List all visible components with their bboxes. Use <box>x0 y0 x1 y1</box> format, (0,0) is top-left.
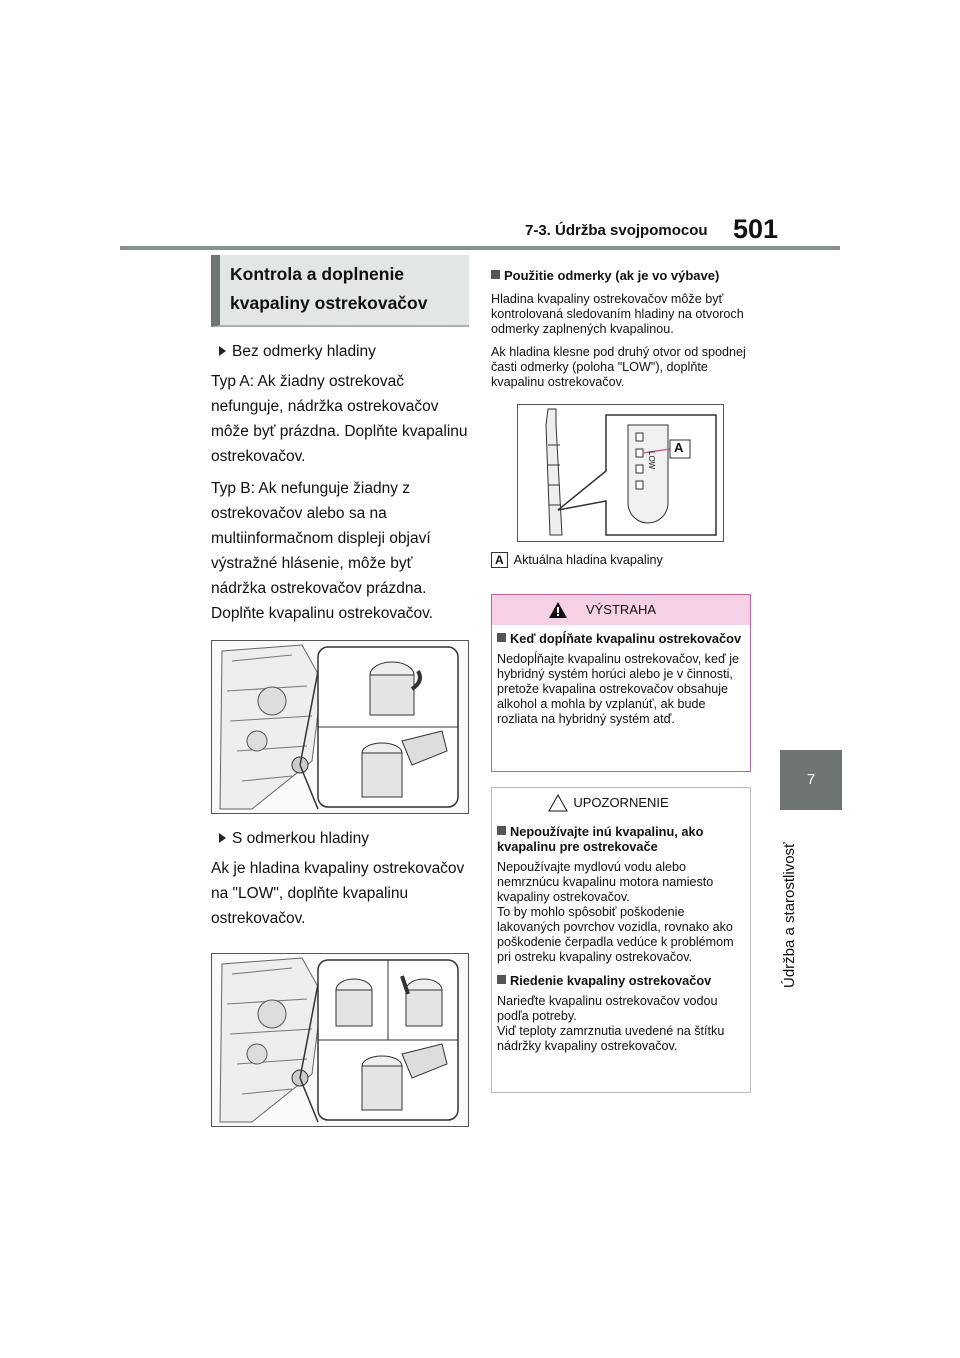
page-number: 501 <box>733 214 779 244</box>
engine-bay-illustration-1 <box>211 640 469 814</box>
notice-body <box>492 818 750 1054</box>
bullet-text: Bez odmerky hladiny <box>232 343 376 360</box>
dipstick-paragraph-2: Ak hladina klesne pod druhý otvor od spodnej časti odmerky (poloha "LOW"), doplňte kvapalinu ostrekovačov. <box>491 345 746 389</box>
section-heading: Kontrola a doplnenie kvapaliny ostrekovačov <box>211 255 469 327</box>
square-bullet-icon <box>497 975 506 984</box>
warning-heading <box>497 631 745 646</box>
paragraph-type-b: Typ B: Ak nefunguje žiadny z ostrekovačov alebo sa na multiinformačnom displeji objaví výstražné hlásenie, môže byť nádržka ostrekovačov prázdna. Doplňte kvapalinu ostrekovačov. <box>211 480 434 622</box>
square-bullet-icon <box>491 270 500 279</box>
subheading-text: Použitie odmerky (ak je vo výbave) <box>504 268 720 283</box>
notice-heading-1 <box>497 824 745 854</box>
dipstick-illustration <box>517 404 724 542</box>
caution-triangle-icon <box>548 794 568 812</box>
triangle-bullet-icon <box>219 833 226 843</box>
warning-body <box>492 625 750 727</box>
notice-header <box>492 788 750 818</box>
engine-bay-illustration-2 <box>211 953 469 1127</box>
notice-title: UPOZORNENIE <box>573 795 669 810</box>
dipstick-paragraph-1: Hladina kvapaliny ostrekovačov môže byť kontrolovaná sledovaním hladiny na otvoroch odmerky zaplnených kvapalinou. <box>491 292 744 336</box>
bullet-no-dipstick <box>219 343 469 361</box>
dipstick-subheading <box>491 268 751 283</box>
triangle-bullet-icon <box>219 346 226 356</box>
figure-caption <box>491 552 663 568</box>
paragraph-type-a: Typ A: Ak žiadny ostrekovač nefunguje, nádržka ostrekovačov môže byť prázdna. Doplňte kvapalinu ostrekovačov. <box>211 373 468 465</box>
left-column <box>211 255 469 1127</box>
notice-heading-1-text: Nepoužívajte inú kvapalinu, ako kvapalinu pre ostrekovače <box>497 824 704 854</box>
notice-text-2a: Narieďte kvapalinu ostrekovačov vodou podľa potreby. <box>497 994 718 1023</box>
chapter-tab[interactable]: 7 <box>780 750 842 810</box>
caption-label-box: A <box>491 552 508 568</box>
caption-text: Aktuálna hladina kvapaliny <box>513 553 663 567</box>
warning-text: Nedopĺňajte kvapalinu ostrekovačov, keď je hybridný systém horúci alebo je v činnosti, pretože kvapalina ostrekovačov obsahuje alkohol a mohla by vzplanúť, ak bude rozliata na hybridný systém atď. <box>497 652 740 726</box>
notice-text-2 <box>497 994 745 1054</box>
chapter-title: Údržba a starostlivosť <box>781 842 798 988</box>
warning-heading-text: Keď dopĺňate kvapalinu ostrekovačov <box>510 631 742 646</box>
dip-low-label: LOW <box>647 451 656 470</box>
warning-triangle-icon <box>548 601 568 619</box>
dip-label-a: A <box>674 440 684 455</box>
notice-heading-2-text: Riedenie kvapaliny ostrekovačov <box>510 973 712 988</box>
notice-text-1a: Nepoužívajte mydlovú vodu alebo nemrznúcu kvapalinu motora namiesto kvapaliny ostrekovačov. <box>497 860 714 904</box>
paragraph-low: Ak je hladina kvapaliny ostrekovačov na "LOW", doplňte kvapalinu ostrekovačov. <box>211 860 465 927</box>
warning-header <box>492 595 750 625</box>
warning-box <box>491 594 751 772</box>
square-bullet-icon <box>497 826 506 835</box>
right-column <box>491 268 751 398</box>
header-rule <box>120 246 840 250</box>
notice-text-1 <box>497 860 745 965</box>
bullet-with-dipstick <box>219 830 469 848</box>
notice-heading-2 <box>497 973 745 988</box>
square-bullet-icon <box>497 633 506 642</box>
section-title: 7-3. Údržba svojpomocou <box>525 222 708 239</box>
notice-text-2b: Viď teploty zamrznutia uvedené na štítku nádržky kvapaliny ostrekovačov. <box>497 1024 725 1053</box>
notice-text-1b: To by mohlo spôsobiť poškodenie lakovaných povrchov vozidla, rovnako ako poškodenie čerpadla vedúce k problémom pri ostreku kvapaliny ostrekovačov. <box>497 905 734 964</box>
bullet-text: S odmerkou hladiny <box>232 830 369 847</box>
notice-box <box>491 787 751 1093</box>
warning-title: VÝSTRAHA <box>585 602 657 617</box>
